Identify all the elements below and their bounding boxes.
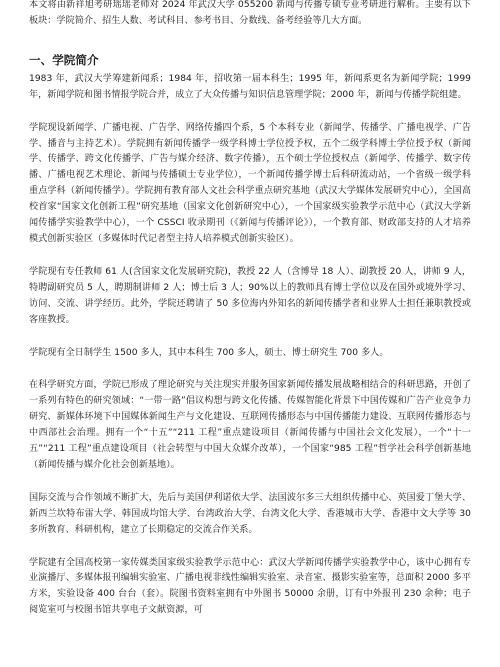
- paragraph-students: 学院现有全日制学生 1500 多人，其中本科生 700 多人，硕士、博士研究生 700 多人。: [29, 347, 389, 358]
- section-heading: 一、学院简介: [29, 52, 99, 67]
- paragraph-lab: 学院建有全国高校第一家传媒类国家级实验教学示范中心：武汉大学新闻传播学实验教学中心，该中心拥有专业演播厅、多媒体报刊编辑实验室、广播电视非线性编辑实验室、录音室、摄影实验室等，总面积 2000 多平方米，实验设备 400 台台（套）。院图书资料室拥有中外图书 50000 余册，订有中外报刊 230 余种；电子阅览室可与校图书馆共享电子文献资源，可: [29, 557, 471, 616]
- paragraph-international: 国际交流与合作领域不断扩大，先后与美国伊利诺依大学、法国波尔多三大组织传播中心、英国爱丁堡大学、新西兰坎特布雷大学、韩国成均馆大学、台湾政治大学、台湾文化大学、香港城市大学、香港中文大学等 30 多所教育、科研机构，建立了长期稳定的交流合作关系。: [29, 492, 471, 535]
- paragraph-history: 1983 年，武汉大学筹建新闻系；1984 年，招收第一届本科生；1995 年，新闻系更名为新闻学院；1999 年，新闻学院和图书情报学院合并，成立了大众传播与知识信息管理学院；2000 年，新闻与传播学院组建。: [29, 73, 471, 100]
- intro-paragraph: 本文将由新祥旭考研瑶瑶老师对 2024 年武汉大学 055200 新闻与传播专硕专业考研进行解析。主要有以下板块：学院简介、招生人数、考试科目、参考书目、分数线、备考经验等几大方面。: [29, 0, 471, 26]
- paragraph-departments: 学院现设新闻学、广播电视、广告学、网络传播四个系，5 个本科专业（新闻学、传播学、广播电视学、广告学、播音与主持艺术）。学院拥有新闻传播学一级学科博士学位授予权，五个二级学科博士学位授予权（新闻学、传播学、跨文化传播学、广告与媒介经济、数字传播），五个硕士学位授权点（新闻学、传播学、数字传播、广播电视艺术理论、新闻与传播硕士专业学位），一个新闻传播学博士后科研流动站，一个省级一级学科重点学科（新闻传播学）。学院拥有教育部人文社会科学重点研究基地（武汉大学媒体发展研究中心），全国高校首家“国家文化创新工程”研究基地（国家文化创新研究中心），一个国家级实验教学示范中心（武汉大学新闻传播学实验教学中心），一个 CSSCI 收录期刊（《新闻与传播评论》），一个教育部、财政部支持的人才培养模式创新实验区（多媒体时代记者型主持人培养模式创新实验区）。: [29, 122, 471, 244]
- paragraph-research: 在科学研究方面，学院已形成了理论研究与关注现实并服务国家新闻传播发展战略相结合的科研思路，开创了一系列有特色的研究领域：“一带一路”倡议构想与跨文化传播、传媒智能化背景下中国传媒和广告产业竞争力研究、新媒体环境下中国媒体新闻生产与文化建设、互联网传播形态与中国传播能力建设、互联网传播形态与中西部社会治理。拥有一个“十五”“211 工程”重点建设项目（新闻传播与中国社会文化发展），一个“十一五”“211 工程”重点建设项目（社会转型与中国大众媒介改革），一个国家“985 工程”哲学社会科学创新基地（新闻传播与媒介化社会创新基地）。: [29, 380, 471, 470]
- paragraph-faculty: 学院现有专任教师 61 人(含国家文化发展研究院)，教授 22 人（含博导 18 人）、副教授 20 人，讲师 9 人，特聘副研究员 5 人，聘期制讲师 2 人；博士后 3 人；90%以上的教师具有博士学位以及在国外或境外学习、访问、交流、讲学经历。此外，学院还聘请了 50 多位海内外知名的新闻传播学者和业界人士担任兼职教授或客座教授。: [29, 266, 471, 325]
